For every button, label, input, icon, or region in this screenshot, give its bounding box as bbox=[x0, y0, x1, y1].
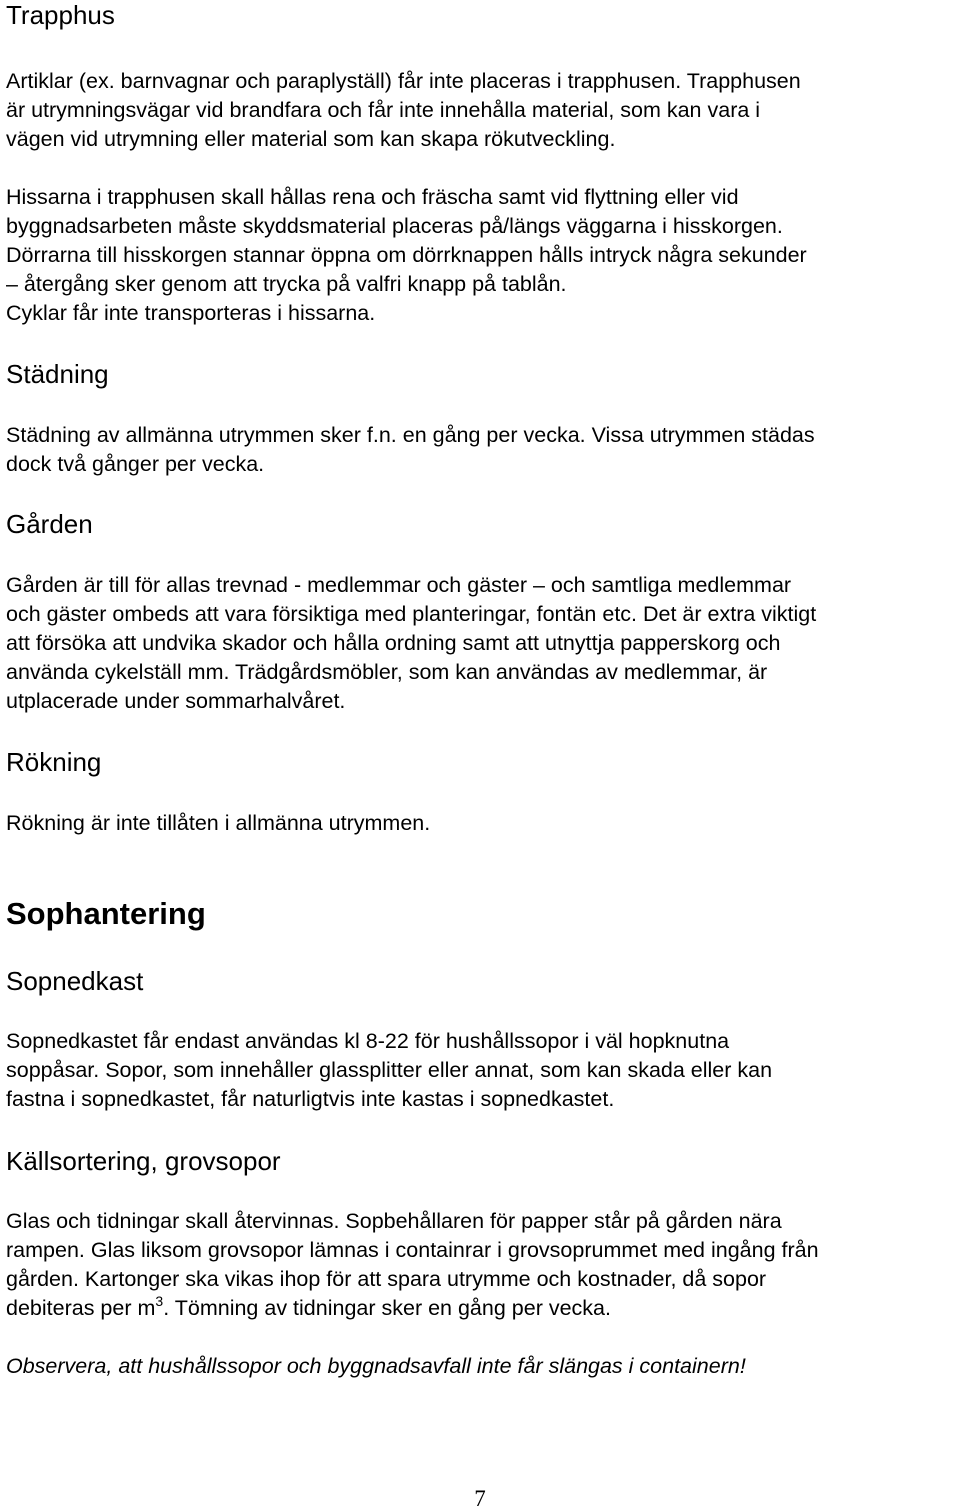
note-observera: Observera, att hushållssopor och byggnadsavfall inte får slängas i containern! bbox=[6, 1354, 746, 1378]
section-heading-kallsortering: Källsortering, grovsopor bbox=[6, 1146, 281, 1176]
section-heading-rokning: Rökning bbox=[6, 747, 102, 777]
section-heading-sopnedkast: Sopnedkast bbox=[6, 966, 144, 996]
paragraph-garden: Gården är till för allas trevnad - medlemmar och gäster – och samtliga medlemmar och gäster ombeds att vara försiktiga med planteringar, fontän etc. Det är extra viktigt att försöka att undvika skador och hålla ordning samt att utnyttja papperskorg och använda cykelställ mm. Trädgårdsmöbler, som kan användas av medlemmar, är utplacerade under sommarhalvåret. bbox=[6, 573, 817, 713]
section-heading-stadning: Städning bbox=[6, 359, 109, 389]
page-number: 7 bbox=[474, 1486, 486, 1511]
paragraph-rokning: Rökning är inte tillåten i allmänna utrymmen. bbox=[6, 811, 431, 835]
paragraph-line-with-superscript: debiteras per $m^3$. Tömning av tidningar sker en gång per vecka. bbox=[6, 1293, 611, 1320]
paragraph-trapphus-articles: Artiklar (ex. barnvagnar och paraplyställ) får inte placeras i trapphusen. Trapphusen är utrymningsvägar vid brandfara och får inte innehålla material, som kan vara i vägen vid utrymning eller material som kan skapa rökutveckling. bbox=[6, 69, 801, 151]
paragraph-trapphus-elevators: Hissarna i trapphusen skall hållas rena och fräscha samt vid flyttning eller vid byggnadsarbeten måste skyddsmaterial placeras på/längs väggarna i hisskorgen. Dörrarna till hisskorgen stannar öppna om dörrknappen hålls intryck några sekunder – återgång sker genom att trycka på valfri knapp på tablån. Cyklar får inte transporteras i hissarna. bbox=[6, 185, 807, 325]
section-heading-garden: Gården bbox=[6, 509, 93, 539]
section-heading-trapphus: Trapphus bbox=[6, 0, 115, 30]
paragraph-kallsortering: Glas och tidningar skall återvinnas. Sopbehållaren för papper står på gården nära rampen. Glas liksom grovsopor lämnas i containrar i grovsoprummet med ingång från gården. Kartonger ska vikas ihop för att spara utrymme och kostnader, då sopor debiteras per $m^3$. Tömning av tidningar sker en gång per vecka. bbox=[6, 1207, 819, 1323]
superscript-cubed: 3 bbox=[155, 1293, 164, 1309]
paragraph-stadning: Städning av allmänna utrymmen sker f.n. en gång per vecka. Vissa utrymmen städas dock två gånger per vecka. bbox=[6, 423, 815, 476]
paragraph-sopnedkast: Sopnedkastet får endast användas kl 8-22 för hushållssopor i väl hopknutna soppåsar. Sopor, som innehåller glassplitter eller annat, som kan skada eller kan fastna i sopnedkastet, får naturligtvis inte kastas i sopnedkastet. bbox=[6, 1029, 773, 1111]
chapter-title-sophantering: Sophantering bbox=[6, 896, 206, 931]
